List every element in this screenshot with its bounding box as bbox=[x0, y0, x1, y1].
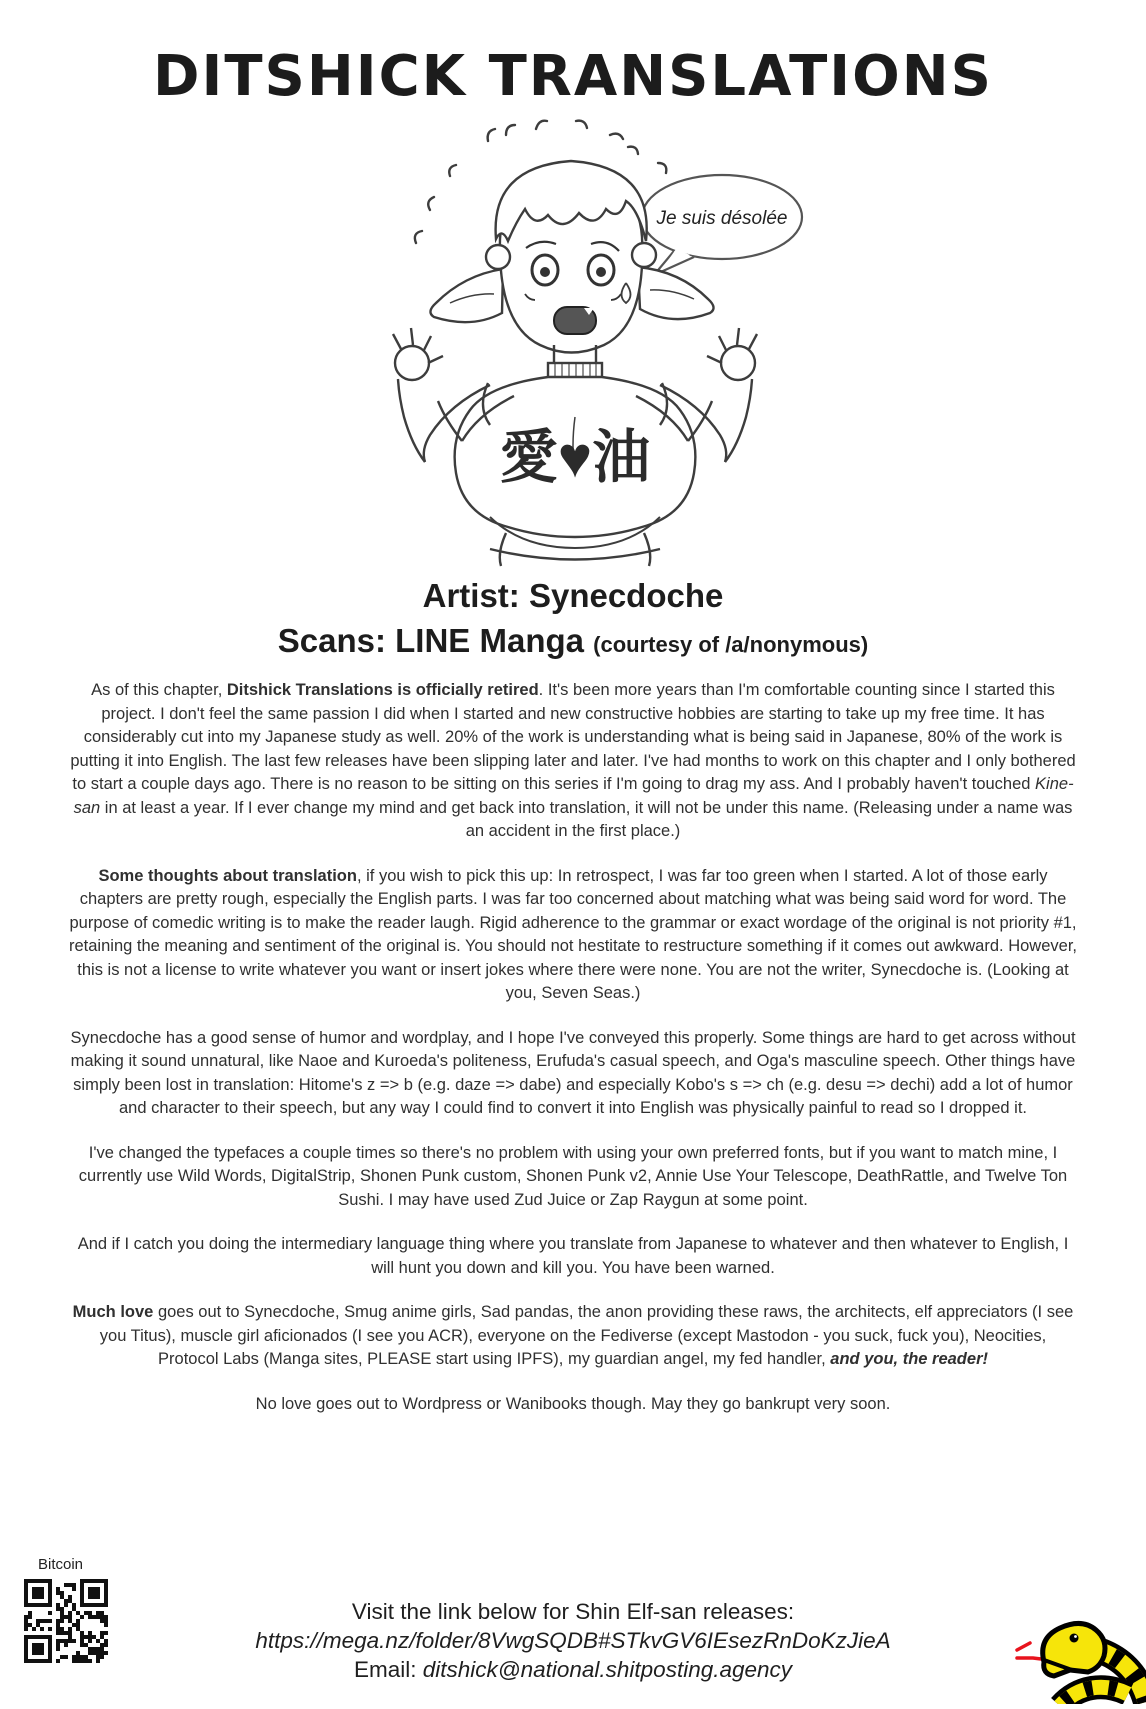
paragraph-much-love: Much love goes out to Synecdoche, Smug anime girls, Sad pandas, the anon providing these raws, the architects, elf appreciators (I see you Titus), muscle girl aficionados (I see you ACR), everyone on the Fediverse (except Mastodon - you suck, fuck you), Neocities, Protocol Labs (Manga sites, PLEASE start using IPFS), my guardian angel, my fed handler, and you, the reader! bbox=[72, 1303, 1074, 1369]
scans-credit-note: (courtesy of /a/nonymous) bbox=[593, 631, 869, 657]
mega-release-link[interactable]: https://mega.nz/folder/8VwgSQDB#STkvGV6IEsezRnDoKzJieA bbox=[255, 1628, 891, 1653]
speech-bubble-text: Je suis désolée bbox=[656, 208, 788, 229]
elf-girl-drawing bbox=[338, 117, 808, 567]
paragraph-warning: And if I catch you doing the intermediary language thing where you translate from Japanese to whatever and then whatever to English, I will hunt you down and kill you. You have been warned. bbox=[77, 1235, 1069, 1277]
footer-links bbox=[0, 1597, 1146, 1684]
bitcoin-label: Bitcoin bbox=[38, 1556, 84, 1573]
paragraph-typefaces: I've changed the typefaces a couple times so there's no problem with using your own preferred fonts, but if you want to match mine, I currently use Wild Words, DigitalStrip, Shonen Punk custom, Shonen Punk v2, Annie Use Your Telescope, DeathRattle, and Twelve Ton Sushi. I may have used Zud Juice or Zap Raygun at some point. bbox=[78, 1143, 1068, 1209]
email-label: Email: bbox=[353, 1657, 423, 1682]
email-link[interactable]: ditshick@national.shitposting.agency bbox=[422, 1657, 793, 1682]
paragraph-humor: Synecdoche has a good sense of humor and wordplay, and I hope I've conveyed this properly. Some things are hard to get across without making it sound unnatural, like Naoe and Kuroeda's politeness, Erufuda's casual speech, and Oga's masculine speech. Other things have simply been lost in translation: Hitome's z => b (e.g. daze => dabe) and especially Kobo's s => ch (e.g. desu => dechi) add a lot of humor and character to their speech, but any way I could find to convert it into English was physically painful to read so I dropped it. bbox=[70, 1028, 1076, 1118]
paragraph-retirement: As of this chapter, Ditshick Translations is officially retired. It's been more years than I'm comfortable counting since I started this project. I don't feel the same passion I did when I started and new constructive hobbies are starting to take up my free time. It has considerably cut into my Japanese study as well. 20% of the work is understanding what is being said in Japanese, 80% of the work is putting it into English. The last few releases have been slipping later and later. I've had months to work on this chapter and I only bothered to start a couple days ago. There is no reason to be sitting on this series if I'm going to drag my ass. And I probably haven't touched Kine-san in at least a year. If I ever change my mind and get back into translation, it will not be under this name. (Releasing under a name was an accident in the first place.) bbox=[70, 681, 1076, 841]
credits-block bbox=[0, 574, 1146, 663]
visit-line: Visit the link below for Shin Elf-san releases: bbox=[351, 1599, 795, 1624]
elf-girl-illustration bbox=[338, 117, 808, 572]
snake-pixel-art-icon bbox=[1014, 1608, 1146, 1704]
speech-bubble bbox=[642, 175, 802, 275]
scans-credit bbox=[0, 619, 1146, 664]
shirt-print-text: 愛♥油 bbox=[499, 425, 651, 490]
artist-credit: Artist: Synecdoche bbox=[422, 577, 724, 614]
scans-credit-main: Scans: LINE Manga bbox=[277, 621, 584, 659]
paragraph-no-love: No love goes out to Wordpress or Wanibooks though. May they go bankrupt very soon. bbox=[255, 1394, 891, 1413]
page-title: DITSHICK TRANSLATIONS bbox=[153, 44, 993, 109]
paragraph-translation-thoughts: Some thoughts about translation, if you wish to pick this up: In retrospect, I was far too green when I started. A lot of those early chapters are pretty rough, especially the English parts. I was far too concerned about matching what was being said word for word. The purpose of comedic writing is to make the reader laugh. Rigid adherence to the grammar or exact wordage of the original is not priority #1, retaining the meaning and sentiment of the original is. You should not hestitate to restructure something if it comes out awkward. However, this is not a license to write whatever you want or insert jokes where there were none. You are not the writer, Synecdoche is. (Looking at you, Seven Seas.) bbox=[69, 866, 1077, 1003]
notes-text bbox=[68, 679, 1078, 1416]
